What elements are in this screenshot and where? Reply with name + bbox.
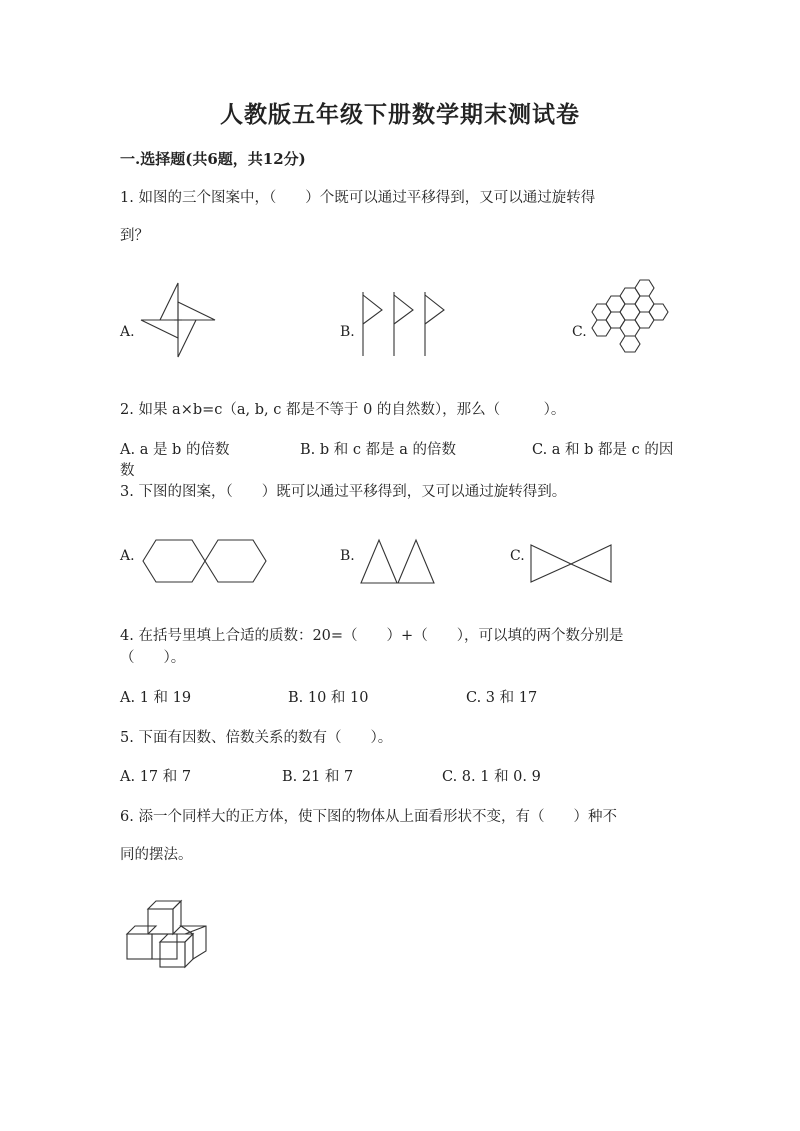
q5-option-b: B. 21 和 7 — [282, 769, 354, 785]
q4-option-c: C. 3 和 17 — [466, 690, 538, 706]
q5-option-c: C. 8. 1 和 0. 9 — [442, 769, 541, 785]
q3-double-triangle-figure — [360, 538, 436, 584]
q4-option-a: A. 1 和 19 — [120, 690, 192, 706]
q6-cube-stack-figure — [126, 900, 208, 970]
q1-text-line2: 到？ — [120, 228, 149, 244]
q1-pinwheel-figure — [138, 280, 218, 360]
q1-text-line1: 1. 如图的三个图案中，（ ）个既可以通过平移得到，又可以通过旋转得 — [120, 190, 596, 206]
q2-option-c-wrap: 数 — [120, 463, 135, 479]
q3-option-c-label: C. — [510, 548, 525, 564]
section-heading: 一.选择题(共6题，共12分) — [120, 150, 306, 168]
q4-text-line2: （ ）。 — [120, 650, 186, 666]
q1-option-b-label: B. — [340, 324, 355, 340]
q6-text-line1: 6. 添一个同样大的正方体，使下图的物体从上面看形状不变，有（ ）种不 — [120, 809, 617, 825]
q4-text-line1: 4. 在括号里填上合适的质数：20=（ ）+（ ），可以填的两个数分别是 — [120, 628, 624, 644]
q6-text-line2: 同的摆法。 — [120, 847, 193, 863]
q2-option-a: A. a 是 b 的倍数 — [120, 442, 230, 458]
q1-option-c-label: C. — [572, 324, 587, 340]
page-title: 人教版五年级下册数学期末测试卷 — [220, 101, 580, 128]
q2-text: 2. 如果 a×b=c（a, b, c 都是不等于 0 的自然数），那么（ ）。 — [120, 402, 566, 418]
q3-double-hexagon-figure — [142, 538, 267, 584]
q2-option-c: C. a 和 b 都是 c 的因 — [532, 442, 674, 458]
q5-option-a: A. 17 和 7 — [120, 769, 192, 785]
q3-option-b-label: B. — [340, 548, 355, 564]
q3-text: 3. 下图的图案，（ ）既可以通过平移得到，又可以通过旋转得到。 — [120, 484, 567, 500]
q2-option-b: B. b 和 c 都是 a 的倍数 — [300, 442, 456, 458]
q3-bowtie-figure — [530, 544, 612, 584]
q5-text: 5. 下面有因数、倍数关系的数有（ ）。 — [120, 730, 393, 746]
q1-option-a-label: A. — [120, 324, 135, 340]
q3-option-a-label: A. — [120, 548, 135, 564]
q1-flags-figure — [358, 290, 453, 360]
q1-hexagon-flower-figure — [588, 280, 668, 360]
q4-option-b: B. 10 和 10 — [288, 690, 369, 706]
